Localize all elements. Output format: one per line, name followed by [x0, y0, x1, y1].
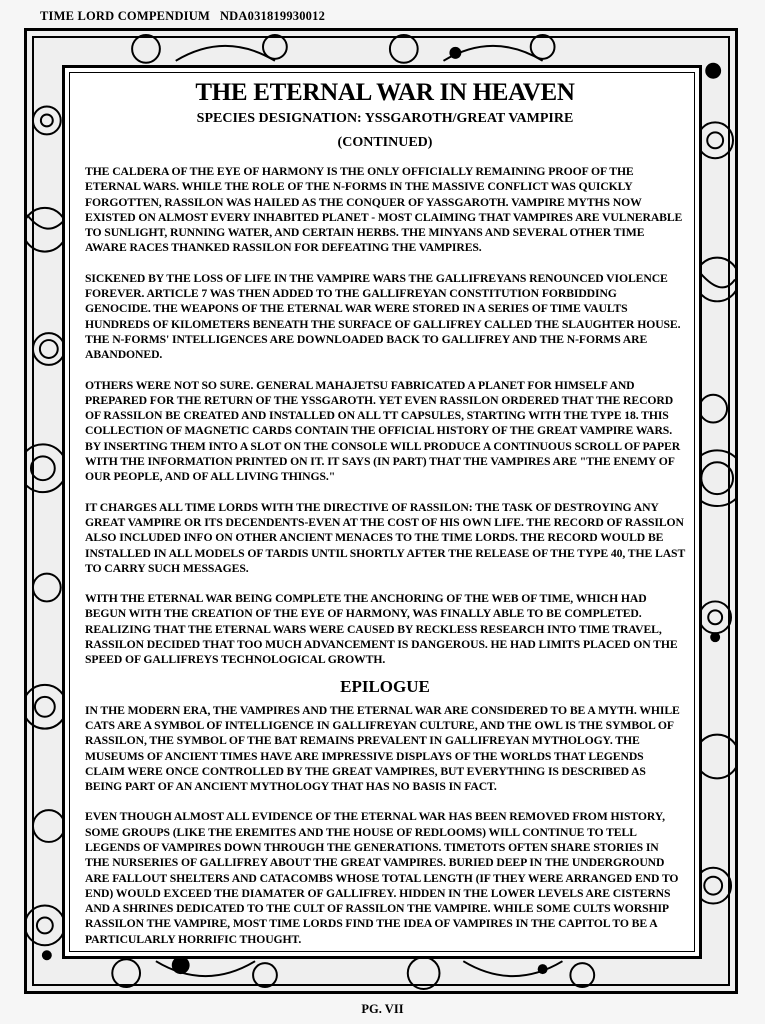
- continued-label: (CONTINUED): [337, 135, 433, 150]
- document-code: NDA031819930012: [219, 9, 326, 23]
- epilogue-paragraph: IN THE MODERN ERA, THE VAMPIRES AND THE ETERNAL WAR ARE CONSIDERED TO BE A MYTH. WHILE CATS ARE A SYMBOL OF INTELLIGENCE IN GALLIFREYAN CULTURE, AND THE OWL IS THE SYMBOL OF RASSILON, THE SYMBOL OF THE BAT REMAINS PREVALENT IN GALLIFREYAN MYTHOLOGY. THE MUSEUMS OF ANCIENT TIMES HAVE ARE IMPRESSIVE DISPLAYS OF THE WORLDS THAT LEGENDS CLAIM WERE ONCE CONTROLLED BY THE GREAT VAMPIRES, BUT EVERYTHING IS DESCRIBED AS BEING PART OF AN ANCIENT MYTHOLOGY THAT HAS NO BASIS IN FACT.: [85, 703, 680, 794]
- body-paragraph: WITH THE ETERNAL WAR BEING COMPLETE THE ANCHORING OF THE WEB OF TIME, WHICH HAD BEGUN WITH THE CREATION OF THE EYE OF HARMONY, WAS FINALLY ABLE TO BE COMPLETED. REALIZING THAT THE ETERNAL WARS WERE CAUSED BY RECKLESS RESEARCH INTO TIME TRAVEL, RASSILON DECIDED THAT TOO MUCH ADVANCEMENT IS DANGEROUS. HE HAD LIMITS PLACED ON THE SPEED OF GALLIFREYS TECHNOLOGICAL GROWTH.: [85, 592, 678, 667]
- body-paragraph: IT CHARGES ALL TIME LORDS WITH THE DIRECTIVE OF RASSILON: THE TASK OF DESTROYING ANY GREAT VAMPIRE OR ITS DECENDENTS-EVEN AT THE COST OF HIS OWN LIFE. THE RECORD OF RASSILON ALSO INCLUDED INFO ON OTHER ANCIENT MENACES TO THE TIME LORDS. THE RECORD WOULD BE INSTALLED IN ALL MODELS OF TARDIS UNTIL SHORTLY AFTER THE RELEASE OF THE TYPE 40, THE LAST TO CARRY SUCH MESSAGES.: [85, 500, 685, 575]
- body-paragraph: SICKENED BY THE LOSS OF LIFE IN THE VAMPIRE WARS THE GALLIFREYANS RENOUNCED VIOLENCE FOREVER. ARTICLE 7 WAS THEN ADDED TO THE GALLIFREYAN CONSTITUTION FORBIDDING GENOCIDE. THE WEAPONS OF THE ETERNAL WAR WERE STORED IN A SERIES OF TIME VAULTS HUNDREDS OF KILOMETERS BENEATH THE SURFACE OF GALLIFREY CALLED THE SLAUGHTER HOUSE. THE N-FORMS' INTELLIGENCES ARE DOWNLOADED BACK TO GALLIFREY AND THE N-FORMS ARE ABANDONED.: [85, 271, 681, 362]
- text-panel: [62, 65, 702, 959]
- page-title: THE ETERNAL WAR IN HEAVEN: [195, 79, 575, 106]
- species-designation: SPECIES DESIGNATION: YSSGAROTH/GREAT VAMPIRE: [196, 111, 574, 126]
- epilogue-paragraph: EVEN THOUGH ALMOST ALL EVIDENCE OF THE ETERNAL WAR HAS BEEN REMOVED FROM HISTORY, SOME GROUPS (LIKE THE EREMITES AND THE HOUSE OF REDLOOMS) WILL CONTINUE TO TELL LEGENDS OF VAMPIRES DOWN THROUGH THE GENERATIONS. TIMETOTS OFTEN SHARE STORIES IN THE NURSERIES OF GALLIFREY ABOUT THE GREAT VAMPIRES. BURIED DEEP IN THE UNDERGROUND ARE FALLOUT SHELTERS AND CATACOMBS WHOSE TOTAL LENGTH (IF THEY WERE ARRANGED END TO END) WOULD EXCEED THE DIAMATER OF GALLIFREY. HIDDEN IN THE LOWER LEVELS ARE CISTERNS AND A SHRINES DEDICATED TO THE CULT OF RASSILON THE VAMPIRE. WHILE SOME CULTS WORSHIP RASSILON THE VAMPIRE, MOST TIME LORDS FIND THE IDEA OF VAMPIRES IN THE CAPITOL TO BE A PARTICULARLY HORRIFIC THOUGHT.: [85, 810, 679, 946]
- body-paragraph: THE CALDERA OF THE EYE OF HARMONY IS THE ONLY OFFICIALLY REMAINING PROOF OF THE ETERNAL WARS. WHILE THE ROLE OF THE N-FORMS IN THE MASSIVE CONFLICT WAS QUICKLY FORGOTTEN, RASSILON WAS HAILED AS THE CONQUER OF YASSGAROTH. VAMPIRE MYTHS NOW EXISTED ON ALMOST EVERY INHABITED PLANET - MOST CLAIMING THAT VAMPIRES ARE VULNERABLE TO SUNLIGHT, RUNNING WATER, AND CERTAIN HERBS. THE MINYANS AND SEVERAL OTHER TIME AWARE RACES THANKED RASSILON FOR DEFEATING THE VAMPIRES.: [85, 165, 683, 255]
- running-header: [40, 9, 325, 24]
- main-body: [85, 164, 685, 668]
- epilogue-heading: EPILOGUE: [340, 676, 430, 696]
- epilogue-body: [85, 703, 685, 947]
- page-number: PG. VII: [361, 1002, 404, 1016]
- running-title: TIME LORD COMPENDIUM: [40, 9, 210, 23]
- body-paragraph: OTHERS WERE NOT SO SURE. GENERAL MAHAJETSU FABRICATED A PLANET FOR HIMSELF AND PREPARED FOR THE RETURN OF THE YSSGAROTH. YET EVEN RASSILON ORDERED THAT THE RECORD OF RASSILON BE CREATED AND INSTALLED ON ALL TT CAPSULES, STARTING WITH THE TYPE 18. THIS COLLECTION OF MAGNETIC CARDS CONTAIN THE OFFICIAL HISTORY OF THE GREAT VAMPIRE WARS. BY INSERTING THEM INTO A SLOT ON THE CONSOLE WILL PRODUCE A CONTINUOUS SCROLL OF PAPER WITH THE INFORMATION PRINTED ON IT. IT SAYS (IN PART) THAT THE VAMPIRES ARE "THE ENEMY OF OUR PEOPLE, AND OF ALL LIVING THINGS.": [85, 378, 681, 484]
- page-content: [85, 78, 685, 946]
